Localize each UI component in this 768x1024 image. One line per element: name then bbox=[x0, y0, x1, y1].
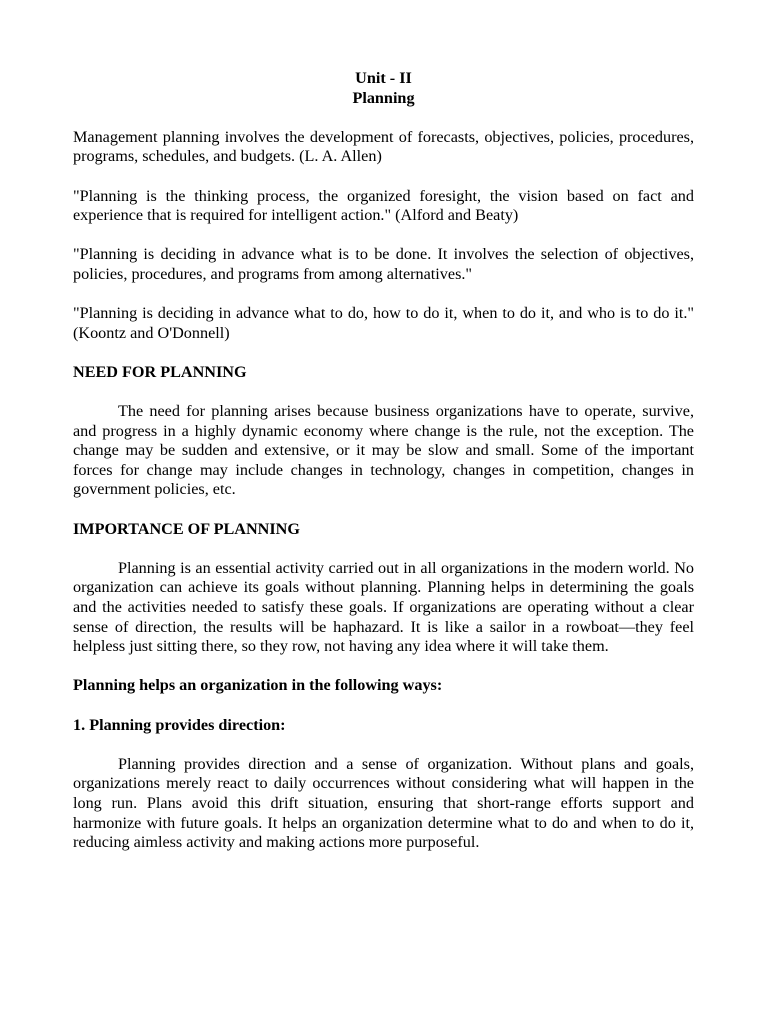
document-page bbox=[73, 69, 694, 872]
importance-paragraph: Planning is an essential activity carried out in all organizations in the modern world. No organization can achieve its goals without planning. Planning helps in determining the goals and the activities needed to satisfy these goals. If organizations are operating without a clear sense of direction, the results will be haphazard. It is like a sailor in a rowboat—they feel helpless just sitting there, so they row, not having any idea where it will take them. bbox=[73, 558, 694, 656]
definition-allen: Management planning involves the development of forecasts, objectives, policies, procedures, programs, schedules, and budgets. (L. A. Allen) bbox=[73, 127, 694, 166]
definition-alford-beaty: "Planning is the thinking process, the organized foresight, the vision based on fact and experience that is required for intelligent action." (Alford and Beaty) bbox=[73, 186, 694, 225]
point-1-heading: 1. Planning provides direction: bbox=[73, 715, 286, 734]
title-block bbox=[73, 69, 694, 108]
importance-heading: IMPORTANCE OF PLANNING bbox=[73, 519, 300, 538]
need-paragraph: The need for planning arises because business organizations have to operate, survive, and progress in a highly dynamic economy where change is the rule, not the exception. The change may be sudden and extensive, or it may be slow and small. Some of the important forces for change may include changes in technology, changes in competition, changes in government policies, etc. bbox=[73, 402, 694, 499]
need-heading: NEED FOR PLANNING bbox=[73, 362, 247, 381]
page-title: Planning bbox=[352, 88, 415, 107]
ways-heading: Planning helps an organization in the following ways: bbox=[73, 676, 443, 695]
definition-advance-selection: "Planning is deciding in advance what is to be done. It involves the selection of objectives, policies, procedures, and programs from among alternatives." bbox=[73, 245, 694, 283]
point-1-paragraph: Planning provides direction and a sense of organization. Without plans and goals, organizations merely react to daily occurrences without considering what will happen in the long run. Plans avoid this drift situation, ensuring that short-range efforts support and harmonize with future goals. It helps an organization determine what to do and when to do it, reducing aimless activity and making actions more purposeful. bbox=[73, 754, 694, 852]
unit-label: Unit - II bbox=[355, 69, 412, 87]
definition-koontz: "Planning is deciding in advance what to do, how to do it, when to do it, and who is to do it." (Koontz and O'Donnell) bbox=[73, 304, 694, 342]
